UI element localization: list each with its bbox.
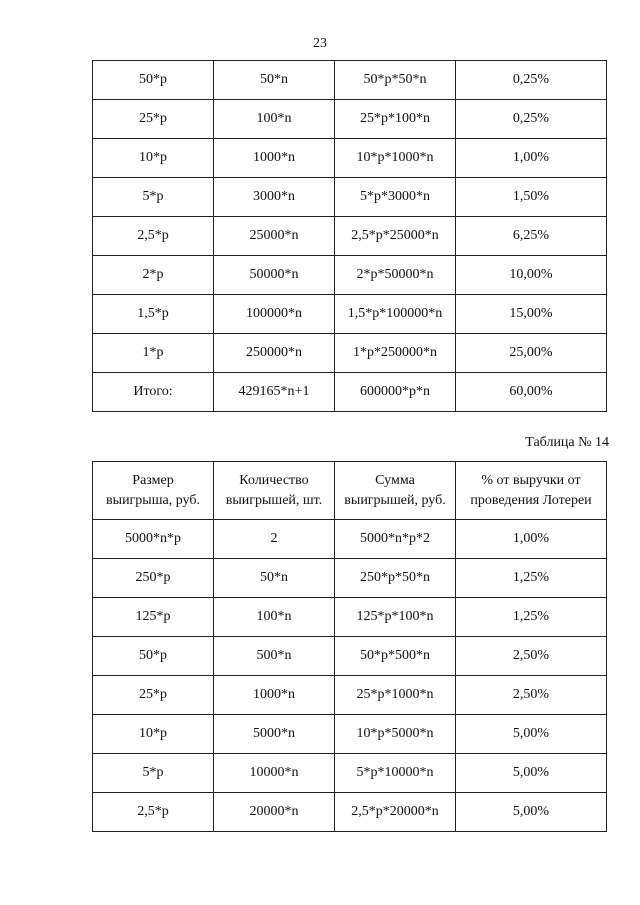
table-row bbox=[93, 793, 607, 832]
cell-prize-size: 5000*n*p bbox=[93, 520, 214, 559]
cell-prize-sum: 50*p*50*n bbox=[335, 61, 456, 100]
cell-prize-count: 1000*n bbox=[214, 676, 335, 715]
cell-revenue-percent: 5,00% bbox=[456, 715, 607, 754]
header-line: выигрыша, руб. bbox=[106, 492, 200, 508]
table-row bbox=[93, 715, 607, 754]
table-row bbox=[93, 139, 607, 178]
cell-prize-size: 1*p bbox=[93, 334, 214, 373]
cell-prize-count: 10000*n bbox=[214, 754, 335, 793]
cell-prize-size: 25*p bbox=[93, 676, 214, 715]
cell-revenue-percent: 1,25% bbox=[456, 559, 607, 598]
cell-revenue-percent: 1,25% bbox=[456, 598, 607, 637]
cell-prize-sum: 125*p*100*n bbox=[335, 598, 456, 637]
table-row bbox=[93, 559, 607, 598]
cell-prize-size: 10*p bbox=[93, 139, 214, 178]
cell-prize-sum: 5000*n*p*2 bbox=[335, 520, 456, 559]
header-revenue-percent bbox=[456, 462, 607, 520]
cell-prize-size: 5*p bbox=[93, 754, 214, 793]
cell-prize-size: 5*p bbox=[93, 178, 214, 217]
cell-prize-size: 2,5*p bbox=[93, 793, 214, 832]
cell-revenue-percent: 5,00% bbox=[456, 793, 607, 832]
cell-revenue-percent: 2,50% bbox=[456, 676, 607, 715]
cell-revenue-percent: 0,25% bbox=[456, 61, 607, 100]
cell-revenue-percent: 1,00% bbox=[456, 520, 607, 559]
cell-prize-count: 50000*n bbox=[214, 256, 335, 295]
cell-prize-sum: 2,5*p*20000*n bbox=[335, 793, 456, 832]
prize-table-14 bbox=[92, 461, 607, 832]
header-prize-sum bbox=[335, 462, 456, 520]
cell-prize-size: Итого: bbox=[93, 373, 214, 412]
cell-prize-size: 25*p bbox=[93, 100, 214, 139]
table-row bbox=[93, 295, 607, 334]
header-line: % от выручки от bbox=[481, 472, 581, 488]
cell-prize-count: 250000*n bbox=[214, 334, 335, 373]
cell-prize-size: 50*p bbox=[93, 61, 214, 100]
cell-prize-sum: 25*p*100*n bbox=[335, 100, 456, 139]
cell-prize-sum: 1,5*p*100000*n bbox=[335, 295, 456, 334]
cell-prize-sum: 1*p*250000*n bbox=[335, 334, 456, 373]
header-prize-size bbox=[93, 462, 214, 520]
cell-prize-count: 1000*n bbox=[214, 139, 335, 178]
header-prize-count bbox=[214, 462, 335, 520]
header-line: проведения Лотереи bbox=[470, 492, 592, 508]
header-line: выигрышей, руб. bbox=[344, 492, 446, 508]
header-line: выигрышей, шт. bbox=[225, 492, 323, 508]
header-line: Размер bbox=[132, 472, 174, 488]
table-row bbox=[93, 61, 607, 100]
cell-prize-count: 100*n bbox=[214, 598, 335, 637]
cell-prize-size: 50*p bbox=[93, 637, 214, 676]
cell-prize-sum: 5*p*3000*n bbox=[335, 178, 456, 217]
table-row bbox=[93, 520, 607, 559]
table-row bbox=[93, 178, 607, 217]
prize-table-14-body bbox=[93, 520, 607, 832]
cell-prize-count: 50*n bbox=[214, 559, 335, 598]
cell-prize-size: 2*p bbox=[93, 256, 214, 295]
cell-prize-count: 100*n bbox=[214, 100, 335, 139]
table-row bbox=[93, 598, 607, 637]
cell-prize-count: 5000*n bbox=[214, 715, 335, 754]
table-row bbox=[93, 676, 607, 715]
cell-revenue-percent: 1,00% bbox=[456, 139, 607, 178]
cell-prize-count: 25000*n bbox=[214, 217, 335, 256]
header-line: Количество bbox=[239, 472, 309, 488]
header-line: Сумма bbox=[375, 472, 415, 488]
cell-prize-sum: 25*p*1000*n bbox=[335, 676, 456, 715]
page-number: 23 bbox=[313, 36, 327, 51]
cell-revenue-percent: 0,25% bbox=[456, 100, 607, 139]
cell-revenue-percent: 6,25% bbox=[456, 217, 607, 256]
cell-prize-sum: 10*p*1000*n bbox=[335, 139, 456, 178]
table-row bbox=[93, 217, 607, 256]
cell-prize-size: 1,5*p bbox=[93, 295, 214, 334]
cell-prize-count: 500*n bbox=[214, 637, 335, 676]
cell-prize-sum: 5*p*10000*n bbox=[335, 754, 456, 793]
cell-prize-size: 2,5*p bbox=[93, 217, 214, 256]
cell-revenue-percent: 25,00% bbox=[456, 334, 607, 373]
table-row bbox=[93, 637, 607, 676]
cell-revenue-percent: 1,50% bbox=[456, 178, 607, 217]
table-row bbox=[93, 754, 607, 793]
prize-table-continued-body bbox=[93, 61, 607, 412]
table-row bbox=[93, 334, 607, 373]
cell-prize-size: 10*p bbox=[93, 715, 214, 754]
table-14-header-row bbox=[93, 462, 607, 520]
cell-prize-size: 125*p bbox=[93, 598, 214, 637]
cell-prize-count: 3000*n bbox=[214, 178, 335, 217]
cell-revenue-percent: 10,00% bbox=[456, 256, 607, 295]
cell-prize-count: 20000*n bbox=[214, 793, 335, 832]
table-14-caption: Таблица № 14 bbox=[525, 435, 609, 450]
cell-prize-size: 250*p bbox=[93, 559, 214, 598]
cell-prize-count: 2 bbox=[214, 520, 335, 559]
cell-prize-sum: 600000*p*n bbox=[335, 373, 456, 412]
cell-prize-count: 429165*n+1 bbox=[214, 373, 335, 412]
cell-revenue-percent: 60,00% bbox=[456, 373, 607, 412]
prize-table-continued bbox=[92, 60, 607, 412]
cell-revenue-percent: 2,50% bbox=[456, 637, 607, 676]
cell-prize-sum: 2,5*p*25000*n bbox=[335, 217, 456, 256]
cell-prize-sum: 50*p*500*n bbox=[335, 637, 456, 676]
cell-prize-count: 50*n bbox=[214, 61, 335, 100]
cell-prize-count: 100000*n bbox=[214, 295, 335, 334]
cell-prize-sum: 2*p*50000*n bbox=[335, 256, 456, 295]
cell-revenue-percent: 15,00% bbox=[456, 295, 607, 334]
cell-revenue-percent: 5,00% bbox=[456, 754, 607, 793]
cell-prize-sum: 250*p*50*n bbox=[335, 559, 456, 598]
table-row bbox=[93, 100, 607, 139]
table-row bbox=[93, 373, 607, 412]
cell-prize-sum: 10*p*5000*n bbox=[335, 715, 456, 754]
table-row bbox=[93, 256, 607, 295]
